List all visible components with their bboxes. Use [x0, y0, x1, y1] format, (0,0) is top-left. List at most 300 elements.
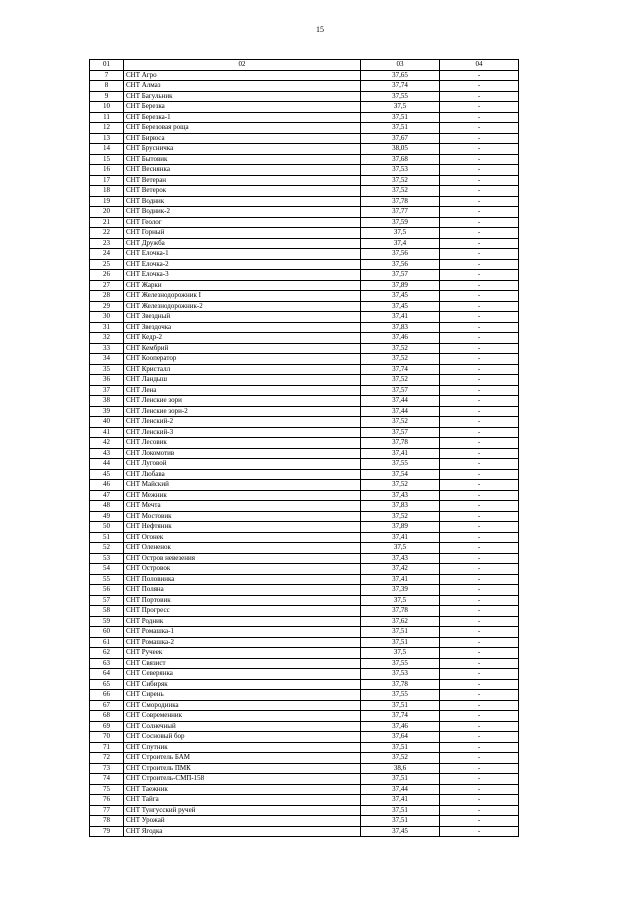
- table-row: [90, 805, 519, 816]
- table-row: [90, 637, 519, 648]
- cell-row-number: 19: [90, 196, 124, 207]
- cell-row-number: 26: [90, 270, 124, 281]
- cell-row-number: 41: [90, 427, 124, 438]
- cell-organization-name: СНТ Строитель ПМК: [124, 763, 361, 774]
- cell-value: 37,45: [361, 826, 440, 837]
- cell-note: -: [440, 742, 519, 753]
- cell-organization-name: СНТ Ленский-2: [124, 417, 361, 428]
- cell-note: -: [440, 448, 519, 459]
- cell-note: -: [440, 270, 519, 281]
- cell-value: 37,78: [361, 679, 440, 690]
- cell-row-number: 7: [90, 70, 124, 81]
- cell-row-number: 73: [90, 763, 124, 774]
- cell-note: -: [440, 679, 519, 690]
- column-header-02: 02: [124, 60, 361, 71]
- cell-row-number: 52: [90, 543, 124, 554]
- cell-organization-name: СНТ Урожай: [124, 816, 361, 827]
- cell-value: 38,05: [361, 144, 440, 155]
- cell-note: -: [440, 165, 519, 176]
- cell-organization-name: СНТ Сирень: [124, 690, 361, 701]
- cell-row-number: 59: [90, 616, 124, 627]
- table-row: [90, 627, 519, 638]
- cell-note: -: [440, 606, 519, 617]
- cell-row-number: 25: [90, 259, 124, 270]
- cell-note: -: [440, 585, 519, 596]
- cell-organization-name: СНТ Луговой: [124, 459, 361, 470]
- cell-value: 37,52: [361, 175, 440, 186]
- cell-note: -: [440, 511, 519, 522]
- cell-row-number: 71: [90, 742, 124, 753]
- cell-value: 37,44: [361, 406, 440, 417]
- cell-row-number: 57: [90, 595, 124, 606]
- cell-organization-name: СНТ Веснянка: [124, 165, 361, 176]
- table-row: [90, 606, 519, 617]
- cell-organization-name: СНТ Алмаз: [124, 81, 361, 92]
- table-row: [90, 658, 519, 669]
- table-body: [90, 70, 519, 837]
- table-row: [90, 228, 519, 239]
- cell-organization-name: СНТ Огонек: [124, 532, 361, 543]
- cell-row-number: 36: [90, 375, 124, 386]
- table-row: [90, 763, 519, 774]
- cell-note: -: [440, 427, 519, 438]
- cell-organization-name: СНТ Ручеек: [124, 648, 361, 659]
- cell-row-number: 51: [90, 532, 124, 543]
- cell-organization-name: СНТ Елочка-1: [124, 249, 361, 260]
- cell-note: -: [440, 763, 519, 774]
- cell-note: -: [440, 144, 519, 155]
- table-row: [90, 795, 519, 806]
- cell-value: 37,62: [361, 616, 440, 627]
- table-row: [90, 175, 519, 186]
- cell-organization-name: СНТ Брусничка: [124, 144, 361, 155]
- cell-note: -: [440, 711, 519, 722]
- cell-organization-name: СНТ Олененок: [124, 543, 361, 554]
- table-row: [90, 301, 519, 312]
- cell-note: -: [440, 280, 519, 291]
- table-row: [90, 721, 519, 732]
- cell-value: 37,52: [361, 753, 440, 764]
- table-row: [90, 165, 519, 176]
- cell-organization-name: СНТ Современник: [124, 711, 361, 722]
- cell-row-number: 11: [90, 112, 124, 123]
- cell-organization-name: СНТ Таежник: [124, 784, 361, 795]
- cell-note: -: [440, 784, 519, 795]
- table-row: [90, 700, 519, 711]
- table-row: [90, 81, 519, 92]
- cell-value: 37,45: [361, 301, 440, 312]
- table-row: [90, 690, 519, 701]
- cell-row-number: 79: [90, 826, 124, 837]
- cell-organization-name: СНТ Тайга: [124, 795, 361, 806]
- cell-row-number: 60: [90, 627, 124, 638]
- cell-note: -: [440, 301, 519, 312]
- cell-row-number: 46: [90, 480, 124, 491]
- cell-note: -: [440, 354, 519, 365]
- cell-organization-name: СНТ Жарки: [124, 280, 361, 291]
- table-row: [90, 238, 519, 249]
- cell-organization-name: СНТ Солнечный: [124, 721, 361, 732]
- cell-row-number: 70: [90, 732, 124, 743]
- cell-value: 37,59: [361, 217, 440, 228]
- cell-value: 37,41: [361, 312, 440, 323]
- cell-value: 37,51: [361, 123, 440, 134]
- cell-note: -: [440, 627, 519, 638]
- cell-row-number: 21: [90, 217, 124, 228]
- cell-row-number: 42: [90, 438, 124, 449]
- cell-note: -: [440, 816, 519, 827]
- cell-organization-name: СНТ Ленский-3: [124, 427, 361, 438]
- cell-value: 37,56: [361, 259, 440, 270]
- cell-row-number: 72: [90, 753, 124, 764]
- table-row: [90, 732, 519, 743]
- cell-organization-name: СНТ Строитель-СМП-158: [124, 774, 361, 785]
- table-row: [90, 574, 519, 585]
- cell-organization-name: СНТ Березовая роща: [124, 123, 361, 134]
- cell-value: 37,41: [361, 532, 440, 543]
- cell-note: -: [440, 291, 519, 302]
- cell-row-number: 40: [90, 417, 124, 428]
- cell-row-number: 15: [90, 154, 124, 165]
- cell-organization-name: СНТ Березка-1: [124, 112, 361, 123]
- cell-value: 37,51: [361, 700, 440, 711]
- cell-note: -: [440, 574, 519, 585]
- table-row: [90, 679, 519, 690]
- cell-value: 37,57: [361, 385, 440, 396]
- table-row: [90, 133, 519, 144]
- cell-note: -: [440, 669, 519, 680]
- table-row: [90, 585, 519, 596]
- cell-organization-name: СНТ Звездный: [124, 312, 361, 323]
- column-header-01: 01: [90, 60, 124, 71]
- cell-value: 37,55: [361, 690, 440, 701]
- cell-note: -: [440, 375, 519, 386]
- cell-note: -: [440, 543, 519, 554]
- cell-organization-name: СНТ Дружба: [124, 238, 361, 249]
- cell-note: -: [440, 81, 519, 92]
- table-row: [90, 511, 519, 522]
- cell-value: 37,57: [361, 427, 440, 438]
- cell-organization-name: СНТ Ленские зори-2: [124, 406, 361, 417]
- cell-value: 37,43: [361, 553, 440, 564]
- table-row: [90, 364, 519, 375]
- cell-row-number: 54: [90, 564, 124, 575]
- table-row: [90, 70, 519, 81]
- cell-organization-name: СНТ Смородинка: [124, 700, 361, 711]
- cell-note: -: [440, 774, 519, 785]
- cell-organization-name: СНТ Связист: [124, 658, 361, 669]
- cell-value: 37,5: [361, 228, 440, 239]
- cell-value: 37,54: [361, 469, 440, 480]
- cell-value: 37,68: [361, 154, 440, 165]
- cell-note: -: [440, 196, 519, 207]
- cell-row-number: 16: [90, 165, 124, 176]
- cell-row-number: 10: [90, 102, 124, 113]
- cell-value: 37,65: [361, 70, 440, 81]
- cell-organization-name: СНТ Геолог: [124, 217, 361, 228]
- cell-row-number: 43: [90, 448, 124, 459]
- cell-row-number: 77: [90, 805, 124, 816]
- cell-row-number: 30: [90, 312, 124, 323]
- cell-note: -: [440, 186, 519, 197]
- cell-row-number: 33: [90, 343, 124, 354]
- cell-organization-name: СНТ Строитель БАМ: [124, 753, 361, 764]
- cell-organization-name: СНТ Прогресс: [124, 606, 361, 617]
- table-row: [90, 217, 519, 228]
- cell-organization-name: СНТ Ветерок: [124, 186, 361, 197]
- cell-note: -: [440, 522, 519, 533]
- cell-organization-name: СНТ Спутник: [124, 742, 361, 753]
- table-row: [90, 522, 519, 533]
- cell-row-number: 35: [90, 364, 124, 375]
- cell-row-number: 27: [90, 280, 124, 291]
- cell-row-number: 63: [90, 658, 124, 669]
- cell-note: -: [440, 595, 519, 606]
- cell-organization-name: СНТ Водник: [124, 196, 361, 207]
- cell-value: 37,46: [361, 333, 440, 344]
- cell-row-number: 18: [90, 186, 124, 197]
- table-row: [90, 427, 519, 438]
- table-row: [90, 826, 519, 837]
- cell-organization-name: СНТ Елочка-2: [124, 259, 361, 270]
- cell-row-number: 50: [90, 522, 124, 533]
- cell-note: -: [440, 406, 519, 417]
- cell-row-number: 44: [90, 459, 124, 470]
- table-row: [90, 354, 519, 365]
- cell-row-number: 55: [90, 574, 124, 585]
- cell-note: -: [440, 795, 519, 806]
- cell-row-number: 8: [90, 81, 124, 92]
- cell-value: 37,51: [361, 816, 440, 827]
- cell-note: -: [440, 238, 519, 249]
- cell-value: 37,41: [361, 448, 440, 459]
- cell-row-number: 45: [90, 469, 124, 480]
- table-row: [90, 375, 519, 386]
- cell-row-number: 31: [90, 322, 124, 333]
- table-row: [90, 385, 519, 396]
- table-row: [90, 322, 519, 333]
- cell-note: -: [440, 207, 519, 218]
- cell-note: -: [440, 70, 519, 81]
- cell-value: 37,74: [361, 711, 440, 722]
- cell-value: 37,5: [361, 102, 440, 113]
- cell-note: -: [440, 648, 519, 659]
- cell-note: -: [440, 564, 519, 575]
- cell-note: -: [440, 364, 519, 375]
- table-row: [90, 480, 519, 491]
- cell-value: 37,51: [361, 774, 440, 785]
- cell-organization-name: СНТ Любава: [124, 469, 361, 480]
- cell-value: 37,83: [361, 322, 440, 333]
- table-row: [90, 154, 519, 165]
- cell-value: 37,52: [361, 511, 440, 522]
- cell-note: -: [440, 112, 519, 123]
- cell-value: 37,67: [361, 133, 440, 144]
- cell-note: -: [440, 553, 519, 564]
- cell-row-number: 38: [90, 396, 124, 407]
- table-row: [90, 553, 519, 564]
- cell-organization-name: СНТ Сосновый бор: [124, 732, 361, 743]
- cell-note: -: [440, 501, 519, 512]
- cell-organization-name: СНТ Майский: [124, 480, 361, 491]
- cell-organization-name: СНТ Лена: [124, 385, 361, 396]
- cell-note: -: [440, 690, 519, 701]
- cell-organization-name: СНТ Кристалл: [124, 364, 361, 375]
- cell-note: -: [440, 91, 519, 102]
- cell-value: 37,64: [361, 732, 440, 743]
- cell-value: 37,39: [361, 585, 440, 596]
- cell-value: 37,51: [361, 627, 440, 638]
- cell-organization-name: СНТ Елочка-3: [124, 270, 361, 281]
- cell-value: 37,89: [361, 280, 440, 291]
- cell-note: -: [440, 333, 519, 344]
- cell-value: 37,45: [361, 291, 440, 302]
- cell-note: -: [440, 700, 519, 711]
- cell-value: 37,52: [361, 186, 440, 197]
- cell-row-number: 23: [90, 238, 124, 249]
- cell-organization-name: СНТ Ромашка-2: [124, 637, 361, 648]
- cell-value: 37,52: [361, 354, 440, 365]
- cell-row-number: 28: [90, 291, 124, 302]
- table-row: [90, 438, 519, 449]
- cell-note: -: [440, 490, 519, 501]
- cell-value: 37,78: [361, 606, 440, 617]
- cell-organization-name: СНТ Тунгусский ручей: [124, 805, 361, 816]
- cell-value: 37,5: [361, 648, 440, 659]
- cell-note: -: [440, 322, 519, 333]
- cell-note: -: [440, 469, 519, 480]
- table-row: [90, 417, 519, 428]
- cell-value: 37,51: [361, 805, 440, 816]
- cell-note: -: [440, 175, 519, 186]
- cell-value: 37,52: [361, 480, 440, 491]
- cell-value: 37,5: [361, 543, 440, 554]
- table-row: [90, 91, 519, 102]
- table-row: [90, 564, 519, 575]
- cell-organization-name: СНТ Ленские зори: [124, 396, 361, 407]
- table-row: [90, 406, 519, 417]
- cell-value: 37,74: [361, 364, 440, 375]
- cell-note: -: [440, 459, 519, 470]
- table-row: [90, 648, 519, 659]
- cell-row-number: 34: [90, 354, 124, 365]
- cell-organization-name: СНТ Березка: [124, 102, 361, 113]
- cell-organization-name: СНТ Мечта: [124, 501, 361, 512]
- cell-note: -: [440, 343, 519, 354]
- cell-row-number: 20: [90, 207, 124, 218]
- cell-row-number: 78: [90, 816, 124, 827]
- cell-note: -: [440, 385, 519, 396]
- cell-row-number: 65: [90, 679, 124, 690]
- cell-value: 37,51: [361, 637, 440, 648]
- table-row: [90, 291, 519, 302]
- cell-value: 37,55: [361, 658, 440, 669]
- cell-row-number: 62: [90, 648, 124, 659]
- cell-value: 37,5: [361, 595, 440, 606]
- cell-row-number: 67: [90, 700, 124, 711]
- cell-organization-name: СНТ Железнодорожник I: [124, 291, 361, 302]
- cell-row-number: 14: [90, 144, 124, 155]
- cell-note: -: [440, 826, 519, 837]
- cell-row-number: 61: [90, 637, 124, 648]
- cell-value: 37,52: [361, 375, 440, 386]
- table-row: [90, 123, 519, 134]
- table-row: [90, 595, 519, 606]
- cell-organization-name: СНТ Багульник: [124, 91, 361, 102]
- cell-note: -: [440, 532, 519, 543]
- cell-note: -: [440, 133, 519, 144]
- cell-value: 38,6: [361, 763, 440, 774]
- cell-organization-name: СНТ Ландыш: [124, 375, 361, 386]
- table-row: [90, 396, 519, 407]
- cell-organization-name: СНТ Поляна: [124, 585, 361, 596]
- cell-value: 37,46: [361, 721, 440, 732]
- cell-value: 37,89: [361, 522, 440, 533]
- cell-note: -: [440, 228, 519, 239]
- cell-note: -: [440, 753, 519, 764]
- cell-note: -: [440, 658, 519, 669]
- table-row: [90, 144, 519, 155]
- cell-note: -: [440, 480, 519, 491]
- table-row: [90, 186, 519, 197]
- cell-value: 37,51: [361, 742, 440, 753]
- table-row: [90, 669, 519, 680]
- cell-row-number: 32: [90, 333, 124, 344]
- table-row: [90, 774, 519, 785]
- cell-value: 37,57: [361, 270, 440, 281]
- table-row: [90, 711, 519, 722]
- table-row: [90, 543, 519, 554]
- cell-organization-name: СНТ Половинка: [124, 574, 361, 585]
- cell-row-number: 12: [90, 123, 124, 134]
- cell-organization-name: СНТ Локомотив: [124, 448, 361, 459]
- table-row: [90, 343, 519, 354]
- table-row: [90, 312, 519, 323]
- table-row: [90, 207, 519, 218]
- cell-organization-name: СНТ Портовик: [124, 595, 361, 606]
- cell-row-number: 13: [90, 133, 124, 144]
- cell-organization-name: СНТ Кооператор: [124, 354, 361, 365]
- cell-organization-name: СНТ Ромашка-1: [124, 627, 361, 638]
- cell-row-number: 49: [90, 511, 124, 522]
- table-row: [90, 448, 519, 459]
- cell-value: 37,51: [361, 112, 440, 123]
- cell-organization-name: СНТ Ветеран: [124, 175, 361, 186]
- cell-row-number: 68: [90, 711, 124, 722]
- table-row: [90, 784, 519, 795]
- cell-note: -: [440, 721, 519, 732]
- table-row: [90, 270, 519, 281]
- table-row: [90, 742, 519, 753]
- cell-note: -: [440, 805, 519, 816]
- table-row: [90, 616, 519, 627]
- cell-row-number: 58: [90, 606, 124, 617]
- column-header-03: 03: [361, 60, 440, 71]
- table-row: [90, 259, 519, 270]
- table-row: [90, 753, 519, 764]
- cell-note: -: [440, 123, 519, 134]
- cell-organization-name: СНТ Островок: [124, 564, 361, 575]
- table-row: [90, 196, 519, 207]
- cell-organization-name: СНТ Межник: [124, 490, 361, 501]
- cell-note: -: [440, 438, 519, 449]
- cell-value: 37,42: [361, 564, 440, 575]
- page-number: 15: [316, 25, 324, 34]
- cell-row-number: 76: [90, 795, 124, 806]
- cell-row-number: 75: [90, 784, 124, 795]
- table-row: [90, 102, 519, 113]
- cell-row-number: 29: [90, 301, 124, 312]
